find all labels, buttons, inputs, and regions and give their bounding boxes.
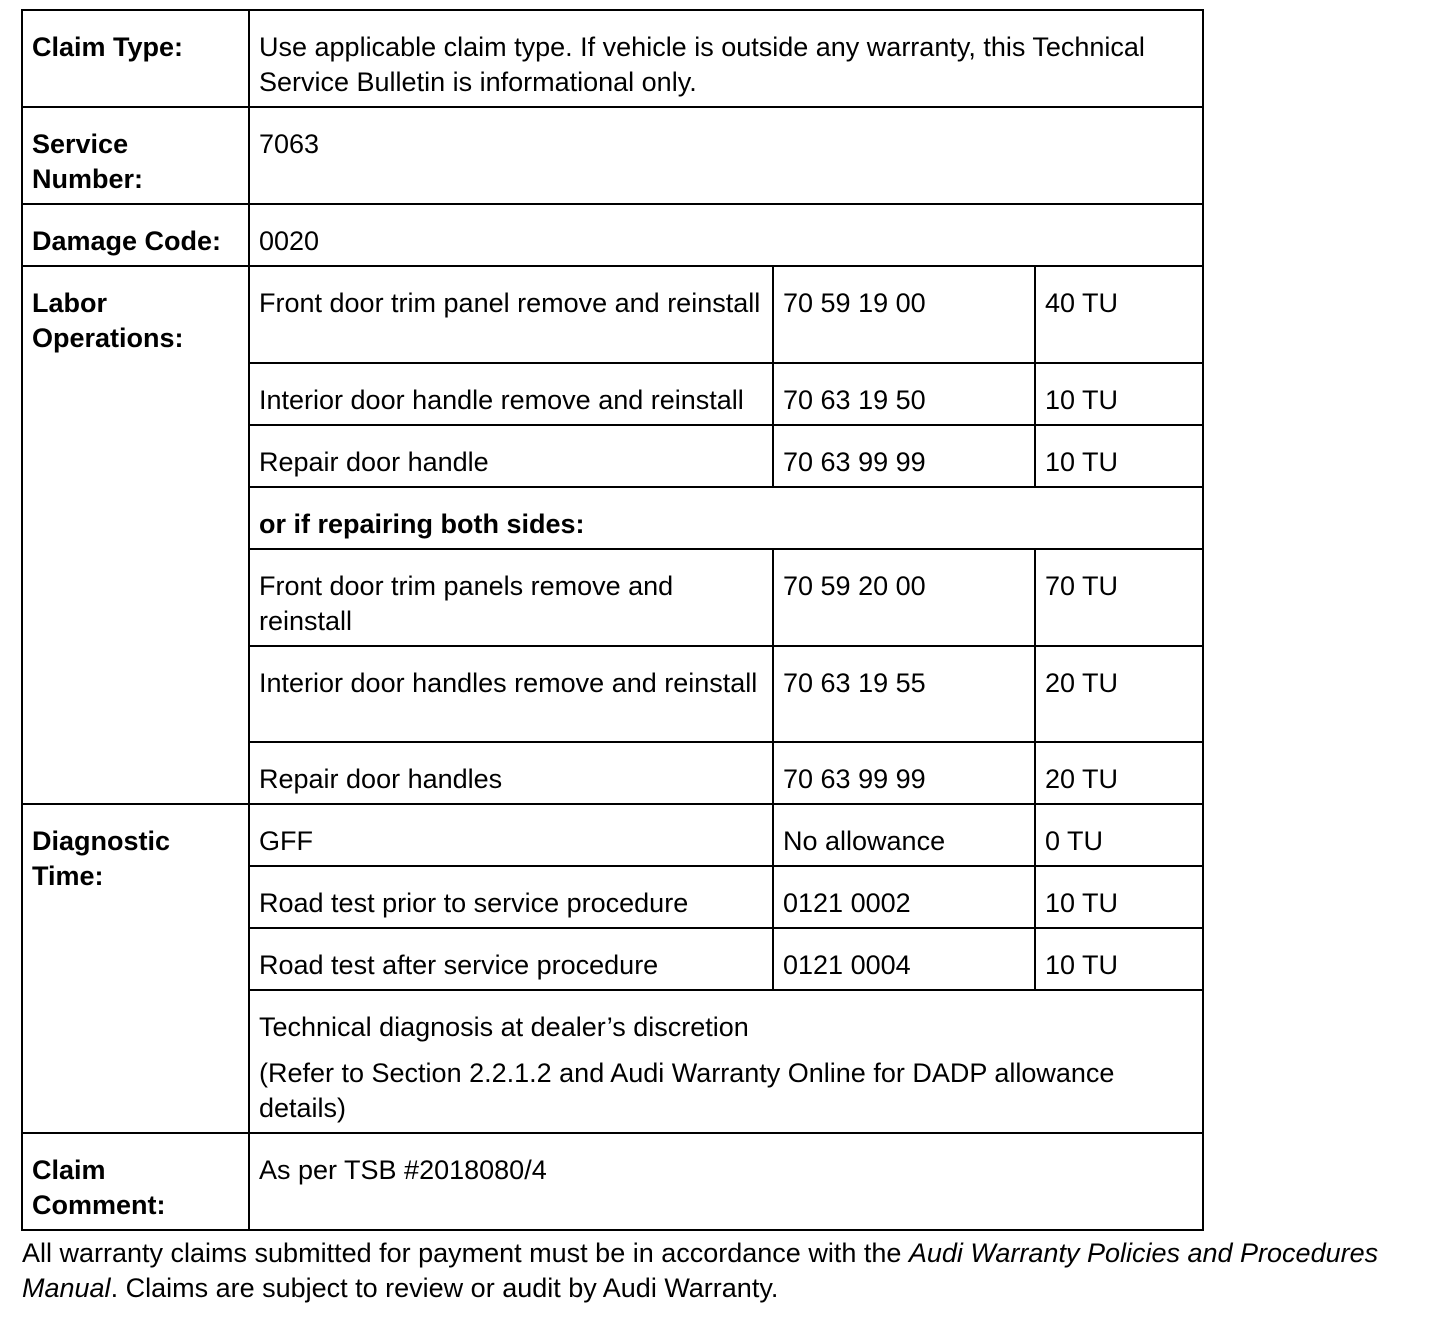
labor-code-cell: 70 59 20 00 <box>773 549 1035 646</box>
damage-code-row <box>22 204 1203 266</box>
labor-desc-cell: Front door trim panel remove and reinstall <box>249 266 773 363</box>
footer-manual-title: Audi Warranty Policies and Procedures Manual <box>22 1238 1379 1303</box>
labor-desc-cell: Repair door handles <box>249 742 773 804</box>
claim-comment-label: Claim Comment: <box>22 1133 249 1230</box>
claim-comment-row <box>22 1133 1203 1230</box>
damage-code-value: 0020 <box>249 204 1203 266</box>
claim-type-value: Use applicable claim type. If vehicle is outside any warranty, this Technical Service Bulletin is informational only. <box>249 10 1203 107</box>
diagnostic-desc-cell: Road test prior to service procedure <box>249 866 773 928</box>
claim-type-label: Claim Type: <box>22 10 249 107</box>
service-number-label: Service Number: <box>22 107 249 204</box>
service-number-row <box>22 107 1203 204</box>
labor-operations-label: Labor Operations: <box>22 266 249 804</box>
diagnostic-desc-cell: Road test after service procedure <box>249 928 773 990</box>
diagnostic-desc-cell: GFF <box>249 804 773 866</box>
diagnostic-row <box>22 804 1203 866</box>
diagnostic-note-line1: Technical diagnosis at dealer’s discretion <box>259 1012 749 1042</box>
diagnostic-tu-cell: 0 TU <box>1035 804 1203 866</box>
labor-desc-cell: Interior door handle remove and reinstall <box>249 363 773 425</box>
footer-text-before: All warranty claims submitted for payment must be in accordance with the <box>22 1238 909 1268</box>
labor-tu-cell: 40 TU <box>1035 266 1203 363</box>
labor-desc-cell: Interior door handles remove and reinstall <box>249 646 773 742</box>
footer-note <box>22 1236 1442 1306</box>
both-sides-heading: or if repairing both sides: <box>249 487 1203 549</box>
diagnostic-code-cell: No allowance <box>773 804 1035 866</box>
labor-desc-cell: Repair door handle <box>249 425 773 487</box>
warranty-claim-table <box>21 9 1204 1231</box>
diagnostic-note-cell <box>249 990 1203 1133</box>
diagnostic-time-label: Diagnostic Time: <box>22 804 249 1133</box>
labor-tu-cell: 70 TU <box>1035 549 1203 646</box>
diagnostic-code-cell: 0121 0004 <box>773 928 1035 990</box>
labor-desc-cell: Front door trim panels remove and reinstall <box>249 549 773 646</box>
labor-code-cell: 70 63 19 50 <box>773 363 1035 425</box>
claim-type-row <box>22 10 1203 107</box>
labor-tu-cell: 20 TU <box>1035 742 1203 804</box>
labor-code-cell: 70 63 99 99 <box>773 425 1035 487</box>
labor-tu-cell: 20 TU <box>1035 646 1203 742</box>
labor-tu-cell: 10 TU <box>1035 425 1203 487</box>
damage-code-label: Damage Code: <box>22 204 249 266</box>
diagnostic-note-line2: (Refer to Section 2.2.1.2 and Audi Warranty Online for DADP allowance details) <box>259 1058 1115 1123</box>
diagnostic-tu-cell: 10 TU <box>1035 928 1203 990</box>
labor-tu-cell: 10 TU <box>1035 363 1203 425</box>
service-number-value: 7063 <box>249 107 1203 204</box>
diagnostic-code-cell: 0121 0002 <box>773 866 1035 928</box>
labor-code-cell: 70 63 19 55 <box>773 646 1035 742</box>
labor-code-cell: 70 59 19 00 <box>773 266 1035 363</box>
labor-code-cell: 70 63 99 99 <box>773 742 1035 804</box>
labor-row <box>22 266 1203 363</box>
claim-comment-value: As per TSB #2018080/4 <box>249 1133 1203 1230</box>
diagnostic-tu-cell: 10 TU <box>1035 866 1203 928</box>
footer-text-after: . Claims are subject to review or audit by Audi Warranty. <box>110 1273 779 1303</box>
